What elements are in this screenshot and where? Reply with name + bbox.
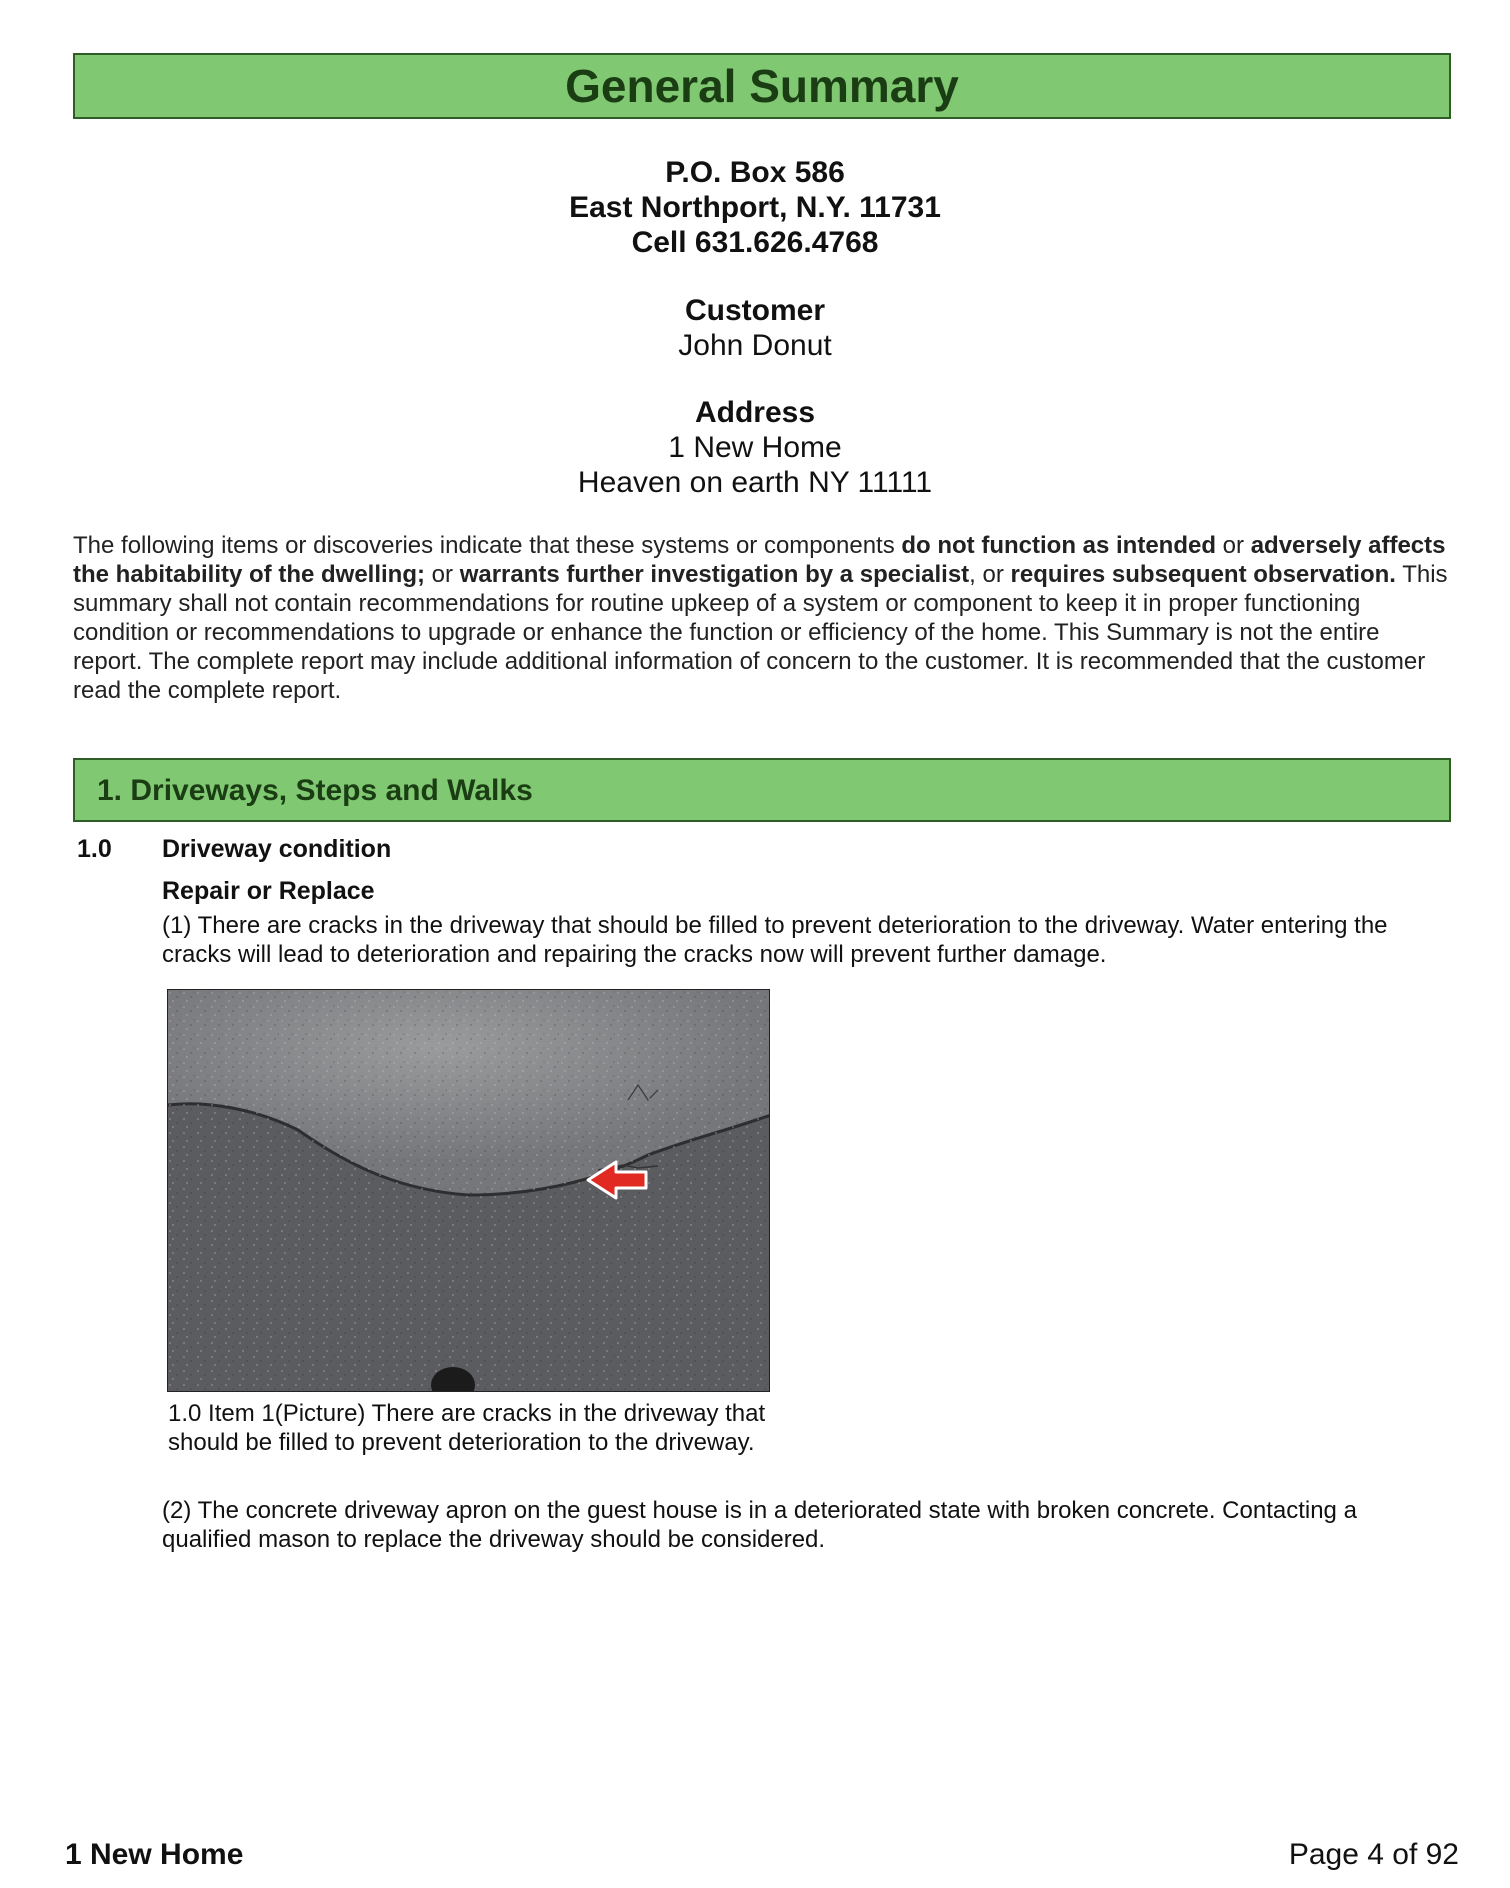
intro-text-4: , or: [969, 561, 1011, 588]
item-paragraph-2: (2) The concrete driveway apron on the guest house is in a deteriorated state with broken concrete. Contacting a qualified mason to replace the driveway should be considered.: [162, 1497, 1357, 1553]
intro-bold-2: adversely affects the habitability of the dwelling;: [73, 532, 1446, 588]
company-phone: Cell 631.626.4768: [631, 226, 879, 259]
customer-block: [0, 293, 1510, 363]
intro-text-5: This summary shall not contain recommendations for routine upkeep of a system or component to keep it in proper functioning condition or recommendations to upgrade or enhance the function or efficiency of the home. This Summary is not the entire report. The complete report may include additional information of concern to the customer. It is recommended that the customer read the complete report.: [73, 561, 1448, 704]
company-po-box: P.O. Box 586: [665, 156, 845, 189]
item-paragraph-1: (1) There are cracks in the driveway that should be filled to prevent deterioration to the driveway. Water entering the cracks will lead to deterioration and repairing the cracks now will prevent further damage.: [162, 912, 1388, 968]
customer-name: John Donut: [678, 329, 832, 362]
driveway-crack-photo: [167, 989, 770, 1392]
section-banner: [73, 758, 1451, 822]
item-number: 1.0: [77, 835, 112, 863]
address-label: Address: [694, 396, 816, 429]
address-line2: Heaven on earth NY 11111: [577, 466, 933, 499]
company-address-block: [0, 155, 1510, 260]
customer-label: Customer: [684, 294, 826, 327]
summary-title: General Summary: [565, 60, 959, 112]
footer-page-number: Page 4 of 92: [1288, 1838, 1459, 1871]
photo-caption: 1.0 Item 1(Picture) There are cracks in the driveway that should be filled to prevent deterioration to the driveway.: [168, 1400, 766, 1456]
summary-title-banner: [73, 53, 1451, 119]
intro-bold-1: do not function as intended: [901, 532, 1217, 559]
intro-bold-4: requires subsequent observation.: [1010, 561, 1396, 588]
footer-address: 1 New Home: [65, 1838, 244, 1871]
section-title: 1. Driveways, Steps and Walks: [97, 774, 533, 807]
intro-text-1: The following items or discoveries indicate that these systems or components: [73, 532, 902, 559]
item-title: Driveway condition: [162, 835, 392, 863]
intro-text-3: or: [425, 561, 460, 588]
intro-bold-3: warrants further investigation by a specialist: [459, 561, 970, 588]
item-rating-label: Repair or Replace: [162, 877, 375, 905]
address-block: [0, 395, 1510, 500]
summary-intro-paragraph: [73, 531, 1453, 705]
company-city: East Northport, N.Y. 11731: [569, 191, 941, 224]
address-line1: 1 New Home: [668, 431, 842, 464]
intro-text-2: or: [1216, 532, 1251, 559]
